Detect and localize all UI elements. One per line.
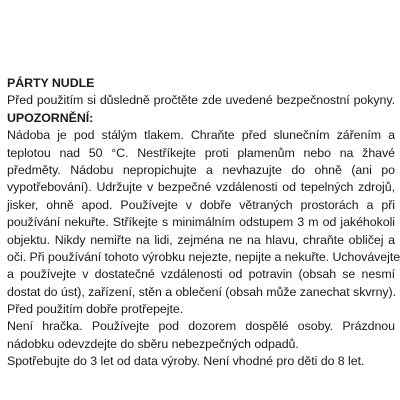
body-line: vypotřebování). Udržujte v bezpečné vzdálenosti od tepelných zdrojů, <box>7 180 395 195</box>
body-line: používání nekuřte. Stříkejte s minimálním odstupem 3 m od jakéhokoli <box>7 215 395 230</box>
body-line: Není hračka. Používejte pod dozorem dospělé osoby. Prázdnou <box>7 319 395 334</box>
body-line: nádobku odevzdejte do sběru nebezpečných odpadů. <box>7 336 299 351</box>
body-line: Spotřebujte do 3 let od data výroby. Není vhodné pro děti do 8 let. <box>7 354 365 369</box>
body-line: oči. Při používání tohoto výrobku nejezte, nepijte a nekuřte. Uchovávejte <box>7 249 400 264</box>
body-line: jisker, ohně apod. Používejte v dobře větraných prostorách a při <box>7 197 395 212</box>
intro-line: Před použitím si důsledně pročtěte zde uvedené bezpečnostní pokyny. <box>7 93 395 108</box>
body-line: dostat do úst), zařízení, stěn a oblečení (obsah může zanechat skvrny). <box>7 284 397 299</box>
body-line: předměty. Nádobu nepropichujte a nevhazujte do ohně (ani po <box>7 162 395 177</box>
warning-heading: UPOZORNĚNÍ: <box>7 110 94 125</box>
safety-document <box>7 75 400 371</box>
body-line: teplotou nad 50 °C. Nestříkejte proti plamenům nebo na žhavé <box>7 145 395 160</box>
body-line: a používejte v dostatečné vzdálenosti od potravin (obsah se nesmí <box>7 267 395 282</box>
body-line: Před použitím dobře protřepejte. <box>7 302 184 317</box>
body-line: objektu. Nikdy nemiřte na lidi, zejména ne na hlavu, chraňte obličej a <box>7 232 395 247</box>
body-line: Nádoba je pod stálým tlakem. Chraňte před slunečním zářením a <box>7 128 395 143</box>
document-title: PÁRTY NUDLE <box>7 76 95 90</box>
